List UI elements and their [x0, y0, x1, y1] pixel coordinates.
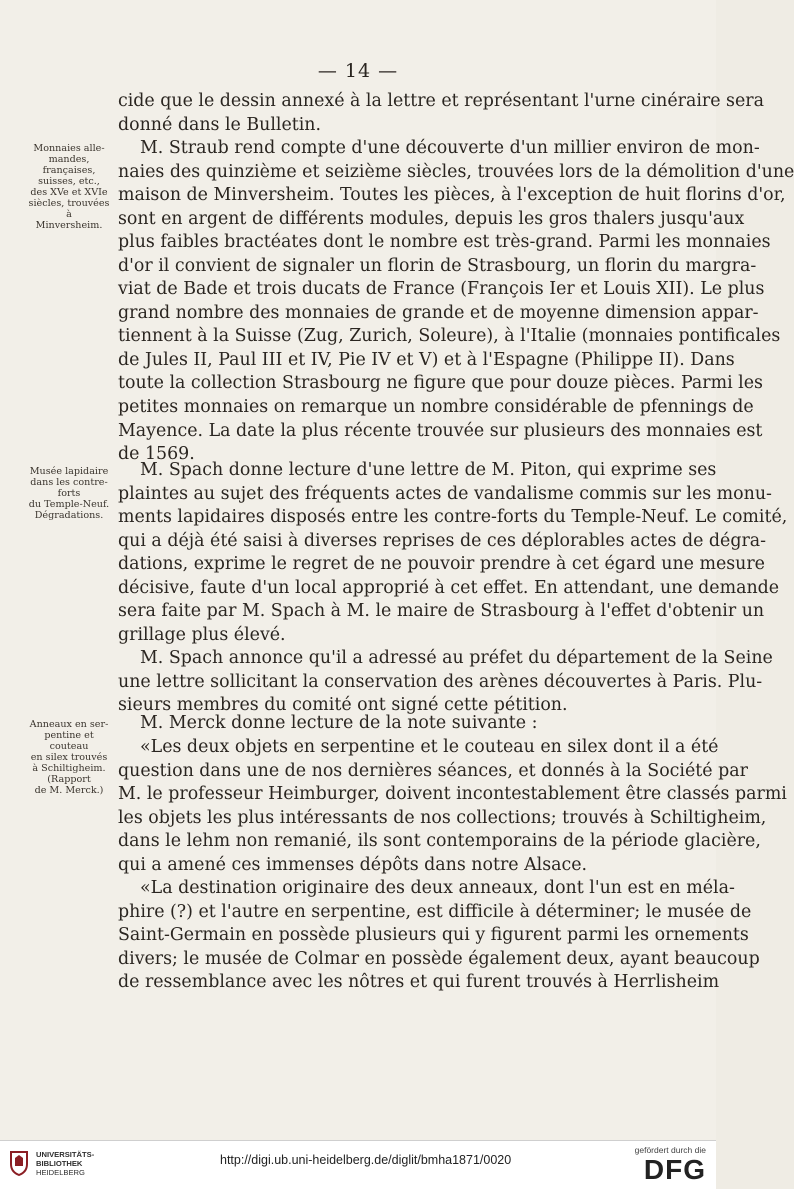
margin-note-museum — [26, 466, 112, 521]
margin-note-line: Dégradations. — [34, 510, 104, 521]
text-line: une lettre sollicitant la conservation des arènes découvertes à Paris. Plu- — [118, 671, 763, 692]
text-line: cide que le dessin annexé à la lettre et représentant l'urne cinéraire sera — [118, 91, 764, 111]
margin-note-line: Monnaies alle- — [33, 143, 105, 154]
text-line: décisive, faute d'un local approprié à cet effet. En attendant, une demande — [118, 577, 780, 598]
text-line: sont en argent de différents modules, depuis les gros thalers jusqu'aux — [118, 208, 745, 229]
library-logo[interactable] — [8, 1149, 94, 1177]
text-line: phire (?) et l'autre en serpentine, est difficile à déterminer; le musée de — [118, 901, 752, 922]
margin-note-line: en silex trouvés — [30, 752, 108, 763]
text-line: dans le lehm non remanié, ils sont contemporains de la période glacière, — [118, 831, 761, 852]
text-line: «La destination originaire des deux anneaux, dont l'un est en méla- — [140, 878, 735, 898]
text-line: donné dans le Bulletin. — [118, 114, 322, 135]
text-line: les objets les plus intéressants de nos collections; trouvés à Schiltigheim, — [118, 807, 767, 828]
paragraph-merck-quote-1 — [118, 736, 787, 877]
text-line: M. Merck donne lecture de la note suivante : — [140, 713, 538, 733]
margin-note-coins — [26, 143, 112, 231]
text-line: d'or il convient de signaler un florin de Strasbourg, un florin du margra- — [118, 255, 757, 276]
source-url-link[interactable]: http://digi.ub.uni-heidelberg.de/diglit/bmha1871/0020 — [220, 1153, 512, 1167]
text-line: M. Spach donne lecture d'une lettre de M. Piton, qui exprime ses — [140, 460, 717, 480]
paragraph-merck-quote-2 — [118, 877, 760, 995]
text-line: M. le professeur Heimburger, doivent incontestablement être classés parmi — [118, 784, 787, 805]
dfg-logo[interactable] — [635, 1145, 706, 1185]
page-number: — 14 — — [317, 60, 399, 82]
text-line: qui a déjà été saisi à diverses reprises de ces déplorables actes de dégra- — [118, 530, 767, 551]
text-line: toute la collection Strasbourg ne figure que pour douze pièces. Parmi les — [118, 373, 763, 394]
text-line: tiennent à la Suisse (Zug, Zurich, Soleure), à l'Italie (monnaies pontificales — [118, 326, 781, 347]
dfg-mark: DFG — [643, 1154, 706, 1185]
text-line: M. Spach annonce qu'il a adressé au préfet du département de la Seine — [140, 648, 773, 668]
text-line: Saint-Germain en possède plusieurs qui y figurent parmi les ornements — [118, 925, 749, 946]
margin-note-line: à Schiltigheim. — [32, 763, 106, 774]
margin-note-line: suisses, etc., — [38, 176, 100, 187]
text-line: sera faite par M. Spach à M. le maire de Strasbourg à l'effet d'obtenir un — [118, 601, 765, 622]
paragraph-merck-intro — [118, 712, 640, 736]
library-name-line: UNIVERSITÄTS- — [36, 1149, 95, 1159]
text-line: plaintes au sujet des fréquents actes de vandalisme commis sur les monu- — [118, 483, 772, 504]
margin-note-line: du Temple-Neuf. — [28, 499, 110, 510]
margin-note-line: dans les contre-forts — [30, 477, 108, 499]
text-line: M. Straub rend compte d'une découverte d'un millier environ de mon- — [140, 138, 760, 158]
text-line: de ressemblance avec les nôtres et qui furent trouvés à Herrlisheim — [118, 972, 720, 993]
text-line: qui a amené ces immenses dépôts dans notre Alsace. — [118, 854, 588, 875]
margin-note-line: pentine et couteau — [44, 730, 94, 752]
library-name-line: HEIDELBERG — [36, 1167, 85, 1177]
margin-note-line: de M. Merck.) — [34, 785, 104, 796]
margin-note-rings — [26, 719, 112, 796]
text-line: ments lapidaires disposés entre les contre-forts du Temple-Neuf. Le comité, — [118, 507, 788, 528]
text-line: dations, exprime le regret de ne pouvoir prendre à cet égard une mesure — [118, 554, 765, 575]
university-crest-icon — [8, 1149, 30, 1177]
paragraph-spach-arenes — [118, 647, 773, 718]
paragraph-spach-lapidary — [118, 459, 788, 647]
library-name-line: BIBLIOTHEK — [36, 1158, 83, 1168]
margin-note-line: mandes, françaises, — [42, 154, 96, 176]
paragraph-intro — [118, 90, 764, 137]
text-line: question dans une de nos dernières séances, et donnés à la Société par — [118, 760, 748, 781]
text-line: sieurs membres du comité ont signé cette pétition. — [118, 695, 568, 716]
margin-note-line: siècles, trouvées à — [28, 198, 110, 220]
text-line: divers; le musée de Colmar en possède également deux, ayant beaucoup — [118, 948, 760, 969]
margin-note-line: des XVe et XVIe — [30, 187, 108, 198]
footer-bar — [0, 1140, 716, 1189]
text-line: Mayence. La date la plus récente trouvée sur plusieurs des monnaies est — [118, 420, 763, 441]
margin-note-line: Musée lapidaire — [29, 466, 109, 477]
text-line: petites monnaies on remarque un nombre considérable de pfennings de — [118, 397, 754, 418]
text-line: grand nombre des monnaies de grande et de moyenne dimension appar- — [118, 302, 759, 323]
text-line: grillage plus élevé. — [118, 624, 286, 645]
margin-note-line: Anneaux en ser- — [29, 719, 109, 730]
text-line: «Les deux objets en serpentine et le couteau en silex dont il a été — [140, 737, 719, 757]
text-line: maison de Minversheim. Toutes les pièces, à l'exception de huit florins d'or, — [118, 185, 786, 206]
margin-note-line: Minversheim. — [35, 220, 103, 231]
funded-by-label: gefördert durch die — [634, 1145, 706, 1155]
paragraph-straub — [118, 137, 794, 467]
text-line: de Jules II, Paul III et IV, Pie IV et V) et à l'Espagne (Philippe II). Dans — [118, 349, 735, 370]
text-line: naies des quinzième et seizième siècles, trouvées lors de la démolition d'une — [118, 161, 794, 182]
library-name — [36, 1150, 94, 1177]
text-line: viat de Bade et trois ducats de France (François Ier et Louis XII). Le plus — [118, 279, 765, 300]
margin-note-line: (Rapport — [47, 774, 91, 785]
text-line: de 1569. — [118, 444, 195, 465]
text-line: plus faibles bractéates dont le nombre est très-grand. Parmi les monnaies — [118, 232, 771, 253]
